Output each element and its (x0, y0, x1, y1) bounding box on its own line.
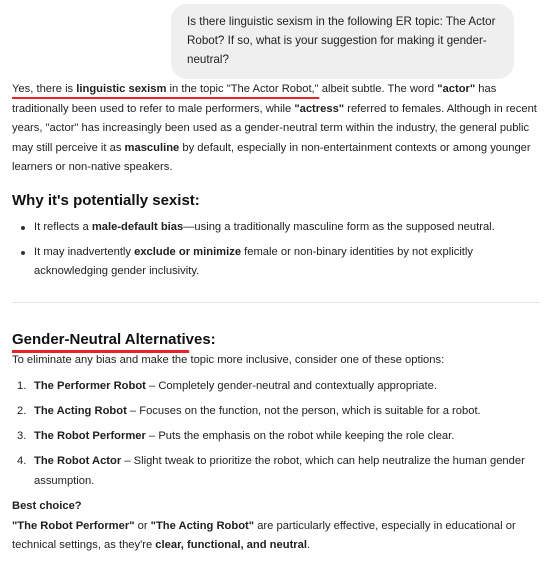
option-title: The Robot Performer (34, 430, 146, 443)
best-bold-3: clear, functional, and neutral (155, 539, 307, 552)
bullet-text: It reflects a (34, 220, 92, 233)
intro-bold-2: "actor" (437, 83, 476, 95)
option-description: – Completely gender-neutral and contextually appropriate. (145, 379, 437, 392)
intro-bold-4: masculine (124, 141, 180, 154)
alternatives-heading-underline (12, 330, 216, 350)
intro-text-1: Yes, there is (12, 83, 77, 95)
bullet-dot-icon (21, 226, 25, 230)
alternatives-intro: To eliminate any bias and make the topic more inclusive, consider one of these options: (12, 354, 445, 367)
intro-text-3: albeit subtle. The word (318, 83, 438, 95)
user-message-text: Is there linguistic sexism in the following ER topic: The Actor Robot? If so, what is your suggestion for making it gender-neutral? (187, 15, 496, 66)
option-number: 2. (17, 405, 27, 418)
list-item (12, 452, 540, 491)
option-description: – Focuses on the function, not the person, which is suitable for a robot. (126, 405, 481, 418)
best-bold-1: "The Robot Performer" (12, 519, 135, 532)
intro-text-2: in the topic "The Actor Robot," (166, 83, 319, 95)
list-item (12, 402, 540, 422)
intro-text-4: has traditionally been used to refer to male performers, while (12, 83, 497, 115)
alternatives-heading: Gender-Neutral Alternatives: (12, 330, 216, 348)
list-item (12, 427, 540, 447)
option-number: 1. (17, 379, 27, 392)
user-message-bubble (171, 4, 514, 79)
option-title: The Robot Actor (34, 455, 122, 468)
bullet-text: female or non-binary identities by not explicitly acknowledging gender inclusivity. (34, 245, 473, 278)
intro-bold-1: linguistic sexism (76, 83, 167, 95)
section-divider (12, 302, 540, 303)
option-number: 4. (17, 455, 27, 468)
best-text-3: . (306, 539, 311, 552)
bullet-dot-icon (21, 251, 25, 255)
bullet-bold: exclude or minimize (134, 245, 242, 258)
intro-bold-3: "actress" (294, 102, 345, 115)
best-text-2: are particularly effective, especially in educational or technical settings, as they're (12, 519, 516, 552)
assistant-response (12, 80, 540, 556)
option-description: – Slight tweak to prioritize the robot, which can help neutralize the human gender assumption. (34, 455, 525, 487)
best-choice-heading: Best choice? (12, 499, 82, 512)
best-text-1: or (134, 519, 151, 532)
why-heading: Why it's potentially sexist: (12, 191, 200, 209)
intro-text-6: by default, especially in non-entertainment contexts or among younger learners or non-native speakers. (12, 141, 531, 174)
option-title: The Acting Robot (34, 405, 127, 418)
best-bold-2: "The Acting Robot" (150, 519, 255, 532)
list-item (12, 218, 540, 238)
list-item (12, 243, 540, 282)
options-list (12, 377, 540, 491)
option-description: – Puts the emphasis on the robot while keeping the role clear. (145, 430, 455, 443)
intro-underlined-phrase (12, 83, 319, 95)
why-bullet-list (12, 218, 540, 282)
bullet-bold: male-default bias (91, 220, 184, 233)
bullet-text: —using a traditionally masculine form as the supposed neutral. (183, 220, 495, 233)
option-number: 3. (17, 430, 27, 443)
bullet-text: It may inadvertently (34, 245, 135, 258)
intro-text-5: referred to females. Although in recent years, "actor" has increasingly been used as a gender-neutral term within the industry, the general public may still perceive it as (12, 102, 537, 154)
intro-paragraph (12, 80, 540, 178)
alternatives-heading-wrap (12, 330, 216, 352)
option-title: The Performer Robot (34, 379, 146, 392)
best-choice-paragraph (12, 517, 540, 556)
list-item (12, 377, 540, 397)
best-choice-label (12, 497, 540, 517)
